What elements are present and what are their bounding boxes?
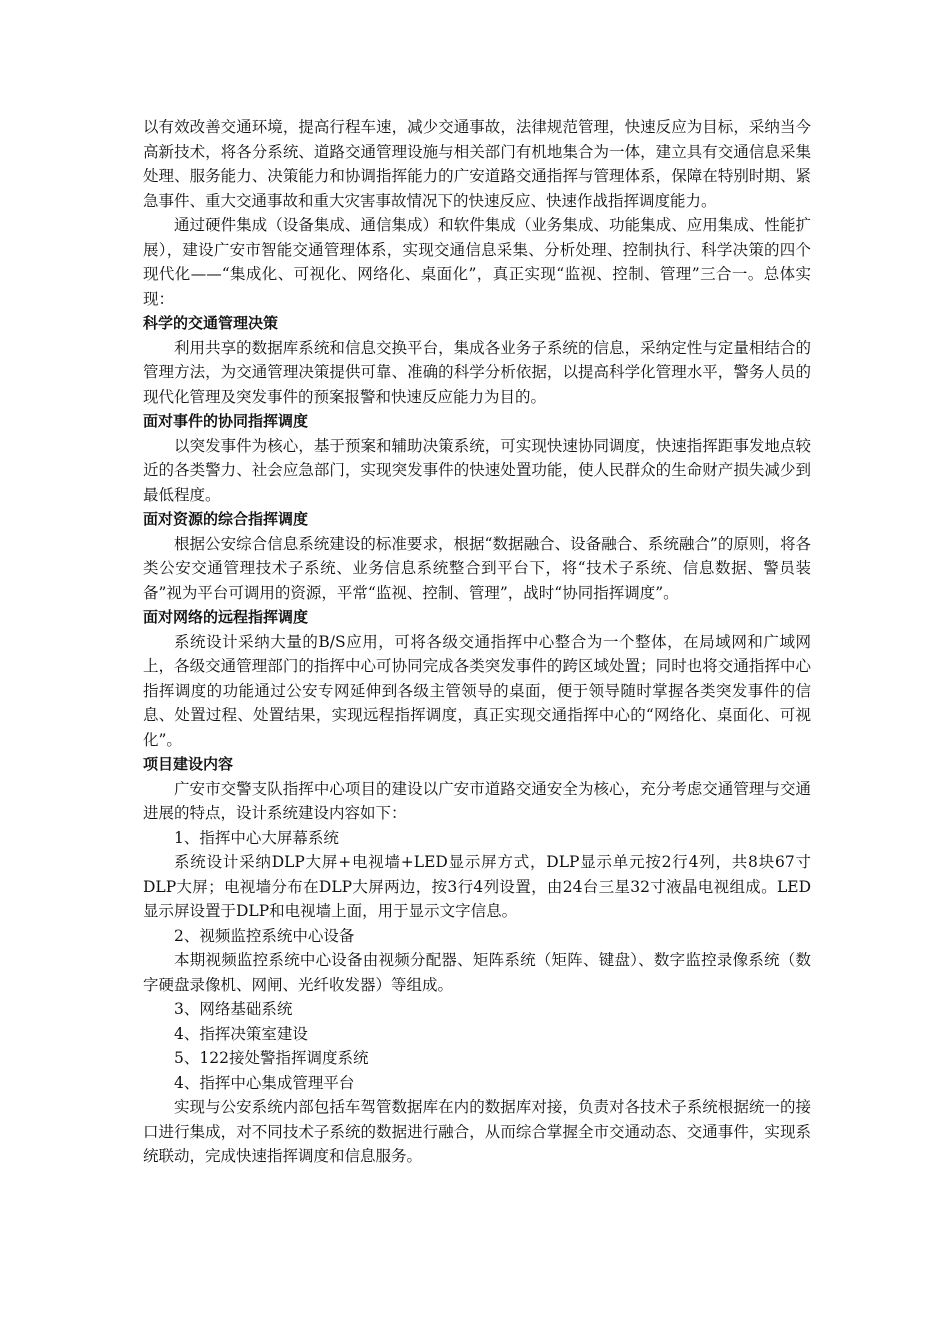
list-item-title: 4、指挥中心集成管理平台 bbox=[174, 1073, 355, 1092]
section-body-resource-dispatch: 根据公安综合信息系统建设的标准要求，根据“数据融合、设备融合、系统融合”的原则，将各类公安交通管理技术子系统、业务信息系统整合到平台下，将“技术子系统、信息数据、警员装备”视为平台可调用的资源，平常“监视、控制、管理”，战时“协同指挥调度”。 bbox=[143, 534, 811, 602]
section-body-decision: 利用共享的数据库系统和信息交换平台，集成各业务子系统的信息，采纳定性与定量相结合的管理方法，为交通管理决策提供可靠、准确的科学分析依据，以提高科学化管理水平，警务人员的现代化管理及突发事件的预案报警和快速反应能力为目的。 bbox=[143, 338, 811, 406]
list-item-title: 5、122接处警指挥调度系统 bbox=[174, 1049, 369, 1067]
list-item-title: 4、指挥决策室建设 bbox=[174, 1024, 308, 1043]
list-item-title: 1、指挥中心大屏幕系统 bbox=[174, 828, 339, 847]
section-heading-project-content: 项目建设内容 bbox=[143, 755, 234, 773]
list-item-title: 3、网络基础系统 bbox=[174, 1000, 293, 1018]
section-heading-decision: 科学的交通管理决策 bbox=[143, 314, 279, 332]
section-body-project-content: 广安市交警支队指挥中心项目的建设以广安市道路交通安全为核心，充分考虑交通管理与交通进展的特点，设计系统建设内容如下： bbox=[143, 779, 811, 822]
integration-paragraph: 通过硬件集成（设备集成、通信集成）和软件集成（业务集成、功能集成、应用集成、性能扩展），建设广安市智能交通管理体系，实现交通信息采集、分析处理、控制执行、科学决策的四个现代化——“集成化、可视化、网络化、桌面化”，真正实现“监视、控制、管理”三合一。总体实现： bbox=[143, 216, 811, 308]
document-page bbox=[143, 115, 811, 1169]
section-body-remote-dispatch: 系统设计采纳大量的B/S应用，可将各级交通指挥中心整合为一个整体，在局域网和广域网上，各级交通管理部门的指挥中心可协同完成各类突发事件的跨区域处置；同时也将交通指挥中心指挥调度的功能通过公安专网延伸到各级主管领导的桌面，便于领导随时掌握各类突发事件的信息、处置过程、处置结果，实现远程指挥调度，真正实现交通指挥中心的“网络化、桌面化、可视化”。 bbox=[143, 632, 811, 749]
list-item-body: 实现与公安系统内部包括车驾管数据库在内的数据库对接，负责对各技术子系统根据统一的接口进行集成，对不同技术子系统的数据进行融合，从而综合掌握全市交通动态、交通事件，实现系统联动，完成快速指挥调度和信息服务。 bbox=[143, 1098, 811, 1165]
intro-paragraph: 以有效改善交通环境，提高行程车速，减少交通事故，法律规范管理，快速反应为目标，采纳当今高新技术，将各分系统、道路交通管理设施与相关部门有机地集合为一体，建立具有交通信息采集处理、服务能力、决策能力和协调指挥能力的广安道路交通指挥与管理体系，保障在特别时期、紧急事件、重大交通事故和重大灾害事故情况下的快速反应、快速作战指挥调度能力。 bbox=[143, 118, 811, 210]
section-body-event-dispatch: 以突发事件为核心，基于预案和辅助决策系统，可实现快速协同调度，快速指挥距事发地点较近的各类警力、社会应急部门，实现突发事件的快速处置功能，使人民群众的生命财产损失减少到最低程度。 bbox=[143, 436, 811, 504]
list-item-body: 系统设计采纳DLP大屏+电视墙+LED显示屏方式，DLP显示单元按2行4列，共8块67寸DLP大屏；电视墙分布在DLP大屏两边，按3行4列设置，由24台三星32寸液晶电视组成。LED显示屏设置于DLP和电视墙上面，用于显示文字信息。 bbox=[143, 853, 811, 920]
list-item-body: 本期视频监控系统中心设备由视频分配器、矩阵系统（矩阵、键盘）、数字监控录像系统（数字硬盘录像机、网闸、光纤收发器）等组成。 bbox=[143, 951, 811, 994]
section-heading-remote-dispatch: 面对网络的远程指挥调度 bbox=[143, 608, 309, 626]
list-item-title: 2、视频监控系统中心设备 bbox=[174, 926, 355, 945]
section-heading-resource-dispatch: 面对资源的综合指挥调度 bbox=[143, 510, 309, 528]
section-heading-event-dispatch: 面对事件的协同指挥调度 bbox=[143, 412, 309, 430]
